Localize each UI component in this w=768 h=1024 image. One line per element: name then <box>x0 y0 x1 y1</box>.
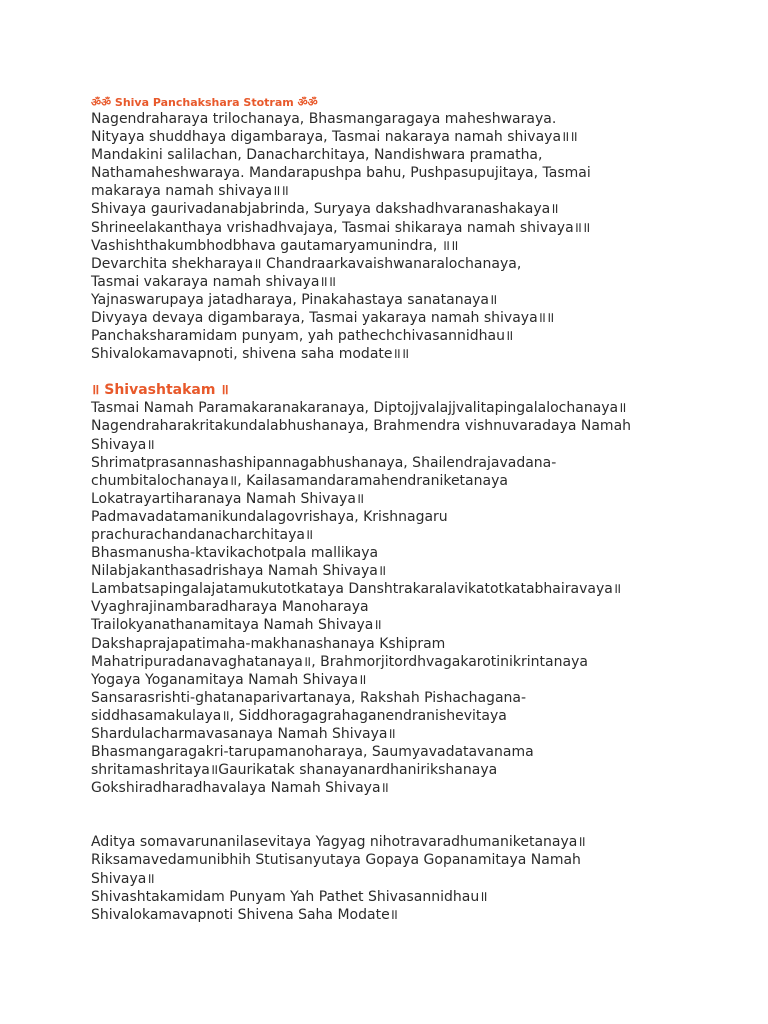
verse-line: Shardulacharmavasanaya Namah Shivaya॥ <box>91 726 396 742</box>
verse-line: Shivalokamavapnoti, shivena saha modate॥॥ <box>91 346 410 363</box>
closing-verses-text <box>91 833 731 923</box>
verse-line: Tasmai vakaraya namah shivaya॥॥ <box>91 273 337 290</box>
verse-line: siddhasamakulaya॥, Siddhoragagrahaganendranishevitaya <box>91 707 507 724</box>
verse-line: Vyaghrajinambaradharaya Manoharaya <box>91 599 369 616</box>
shivashtakam-title: ॥ Shivashtakam ॥ <box>91 382 229 399</box>
shivashtakam-text <box>91 399 731 797</box>
verse-line: Vashishthakumbhodbhava gautamaryamunindra, ॥॥ <box>91 237 459 254</box>
verse-line: Panchaksharamidam punyam, yah pathechchivasannidhau॥ <box>91 328 514 345</box>
verse-line: Yogaya Yoganamitaya Namah Shivaya॥ <box>91 671 367 688</box>
verse-line: Shivaya gaurivadanabjabrinda, Suryaya dakshadhvaranashakaya॥ <box>91 201 559 218</box>
verse-line: Bhasmangaragakri-tarupamanoharaya, Saumyavadatavanama <box>91 744 534 761</box>
verse-line: Shrineelakanthaya vrishadhvajaya, Tasmai shikaraya namah shivaya॥॥ <box>91 219 591 236</box>
verse-line: Gokshiradharadhavalaya Namah Shivaya॥ <box>91 780 389 797</box>
verse-line: Padmavadatamanikundalagovrishaya, Krishnagaru <box>91 508 448 525</box>
verse-line: Trailokyanathanamitaya Namah Shivaya॥ <box>91 617 382 634</box>
verse-line: prachurachandanacharchitaya॥ <box>91 526 314 543</box>
verse-line: makaraya namah shivaya॥॥ <box>91 183 289 200</box>
verse-line: chumbitalochanaya॥, Kailasamandaramahendraniketanaya <box>91 472 508 489</box>
panchakshara-stotram-text <box>91 110 731 363</box>
document-page <box>91 96 731 924</box>
verse-line: Nathamaheshwaraya. Mandarapushpa bahu, Pushpasupujitaya, Tasmai <box>91 165 591 182</box>
verse-line: Nityaya shuddhaya digambaraya, Tasmai nakaraya namah shivaya॥॥ <box>91 129 578 146</box>
verse-line: Tasmai Namah Paramakaranakaranaya, Diptojjvalajjvalitapingalalochanaya॥ <box>91 400 627 417</box>
verse-line: Nagendraharaya trilochanaya, Bhasmangaragaya maheshwaraya. <box>91 111 557 127</box>
verse-line: Shivaya॥ <box>91 436 155 453</box>
verse-line: Lambatsapingalajatamukutotkataya Danshtrakaralavikatotkatabhairavaya॥ <box>91 581 622 598</box>
verse-line: Shivalokamavapnoti Shivena Saha Modate॥ <box>91 906 399 923</box>
verse-line: Sansarasrishti-ghatanaparivartanaya, Rakshah Pishachagana- <box>91 689 527 706</box>
verse-line: Lokatrayartiharanaya Namah Shivaya॥ <box>91 490 365 507</box>
verse-line: Shrimatprasannashashipannagabhushanaya, Shailendrajavadana- <box>91 454 557 471</box>
verse-line: Bhasmanusha-ktavikachotpala mallikaya <box>91 545 379 562</box>
verse-line: Mahatripuradanavaghatanaya॥, Brahmorjitordhvagakarotinikrintanaya <box>91 653 588 670</box>
spacer <box>91 797 731 833</box>
verse-line: shritamashritaya॥Gaurikatak shanayanardhanirikshanaya <box>91 762 498 779</box>
verse-line: Shivashtakamidam Punyam Yah Pathet Shivasannidhau॥ <box>91 888 488 905</box>
verse-line: Divyaya devaya digambaraya, Tasmai yakaraya namah shivaya॥॥ <box>91 310 555 327</box>
spacer <box>91 363 731 381</box>
verse-line: Dakshaprajapatimaha-makhanashanaya Kshipram <box>91 635 446 652</box>
verse-line: Nilabjakanthasadrishaya Namah Shivaya॥ <box>91 563 387 580</box>
verse-line: Shivaya॥ <box>91 870 155 887</box>
verse-line: Riksamavedamunibhih Stutisanyutaya Gopaya Gopanamitaya Namah <box>91 852 581 869</box>
verse-line: Aditya somavarunanilasevitaya Yagyag nihotravaradhumaniketanaya॥ <box>91 834 586 851</box>
verse-line: Mandakini salilachan, Danacharchitaya, Nandishwara pramatha, <box>91 147 543 164</box>
verse-line: Yajnaswarupaya jatadharaya, Pinakahastaya sanatanaya॥ <box>91 291 498 308</box>
panchakshara-stotram-title: ॐॐ Shiva Panchakshara Stotram ॐॐ <box>91 96 318 109</box>
verse-line: Nagendraharakritakundalabhushanaya, Brahmendra vishnuvaradaya Namah <box>91 418 632 435</box>
verse-line: Devarchita shekharaya॥ Chandraarkavaishwanaralochanaya, <box>91 255 522 272</box>
